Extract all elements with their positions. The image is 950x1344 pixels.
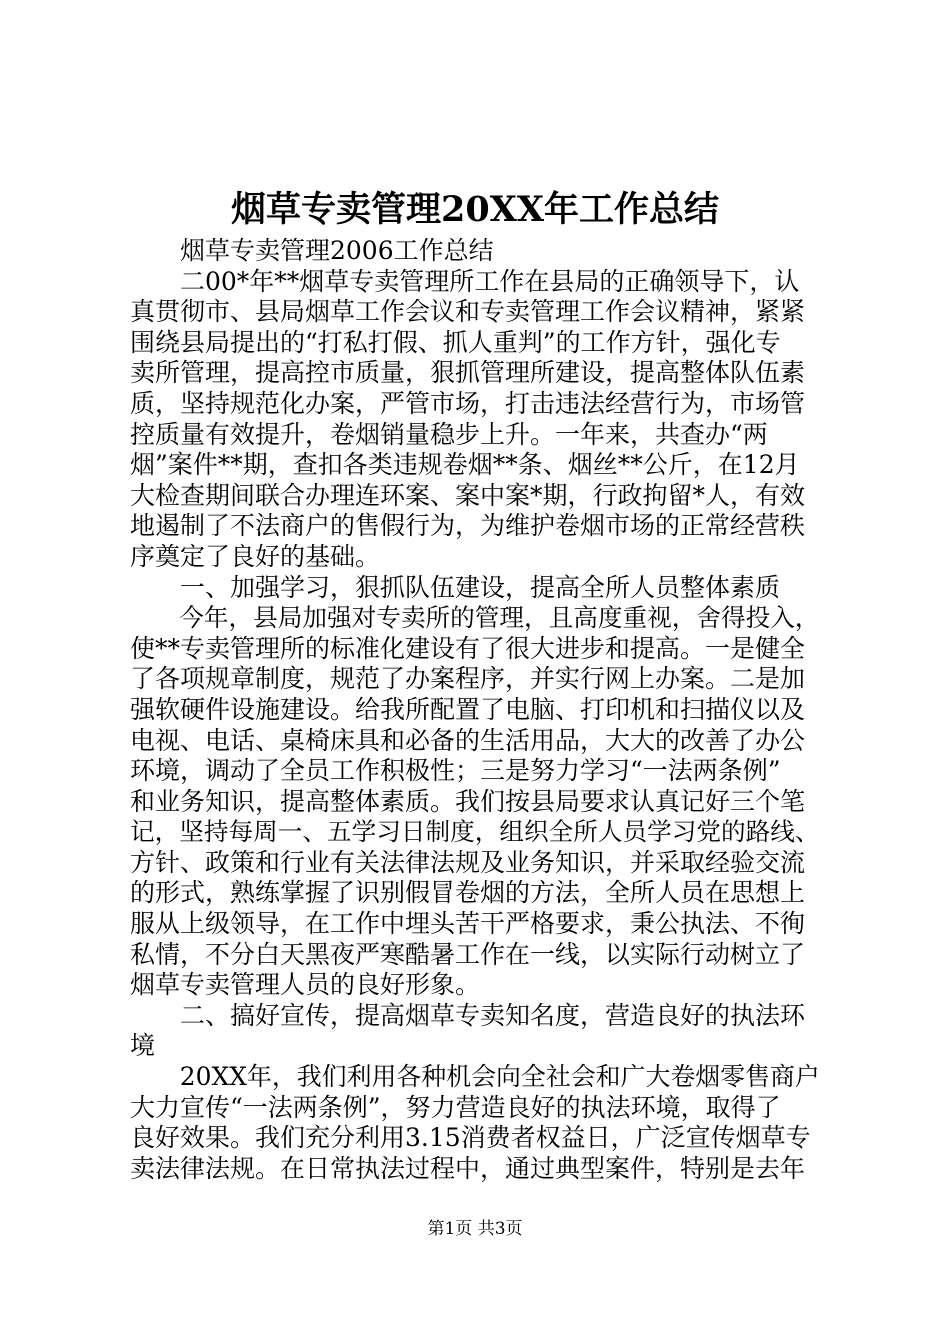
body-line: 真贯彻市、县局烟草工作会议和专卖管理工作会议精神，紧紧	[130, 297, 806, 327]
body-line: 良好效果。我们充分利用3.15消费者权益日，广泛宣传烟草专	[130, 1123, 811, 1153]
page-footer: 第1页 共3页	[427, 1219, 523, 1239]
body-line: 序奠定了良好的基础。	[130, 541, 381, 571]
body-line: 大力宣传“一法两条例”，努力营造良好的执法环境，取得了	[130, 1092, 781, 1122]
body-line: 境	[130, 1031, 156, 1061]
body-line: 烟草专卖管理2006工作总结	[130, 236, 494, 265]
body-line: 20XX年，我们利用各种机会向全社会和广大卷烟零售商户	[130, 1062, 820, 1092]
body-line: 烟草专卖管理人员的良好形象。	[130, 970, 481, 1000]
body-line: 强软硬件设施建设。给我所配置了电脑、打印机和扫描仪以及	[130, 694, 806, 724]
body-line: 二00*年**烟草专卖管理所工作在县局的正确领导下，认	[130, 266, 800, 296]
document-title: 烟草专卖管理20XX年工作总结	[230, 189, 720, 230]
body-line: 的形式，熟练掌握了识别假冒卷烟的方法，全所人员在思想上	[130, 878, 806, 908]
body-line: 二、搞好宣传，提高烟草专卖知名度，营造良好的执法环	[130, 1000, 806, 1030]
body-line: 方针、政策和行业有关法律法规及业务知识，并采取经验交流	[130, 847, 806, 877]
body-line: 卖所管理，提高控市质量，狠抓管理所建设，提高整体队伍素	[130, 358, 806, 388]
body-line: 使**专卖管理所的标准化建设有了很大进步和提高。一是健全	[130, 633, 806, 663]
body-line: 和业务知识，提高整体素质。我们按县局要求认真记好三个笔	[130, 786, 806, 816]
body-line: 卖法律法规。在日常执法过程中，通过典型案件，特别是去年	[130, 1153, 806, 1183]
body-line: 一、加强学习，狠抓队伍建设，提高全所人员整体素质	[130, 572, 781, 602]
body-line: 今年，县局加强对专卖所的管理，且高度重视，舍得投入，	[130, 603, 820, 633]
body-line: 质，坚持规范化办案，严管市场，打击违法经营行为，市场管	[130, 388, 806, 418]
body-line: 围绕县局提出的“打私打假、抓人重判”的工作方针，强化专	[130, 327, 781, 357]
body-line: 记，坚持每周一、五学习日制度，组织全所人员学习党的路线、	[130, 817, 820, 847]
body-line: 服从上级领导，在工作中埋头苦干严格要求，秉公执法、不徇	[130, 909, 806, 939]
body-line: 烟”案件**期，查扣各类违规卷烟**条、烟丝**公斤，在12月	[130, 450, 800, 480]
body-line: 了各项规章制度，规范了办案程序，并实行网上办案。二是加	[130, 664, 806, 694]
body-line: 电视、电话、桌椅床具和必备的生活用品，大大的改善了办公	[130, 725, 806, 755]
body-line: 私情，不分白天黑夜严寒酷暑工作在一线，以实际行动树立了	[130, 939, 806, 969]
body-line: 控质量有效提升，卷烟销量稳步上升。一年来，共查办“两	[130, 419, 768, 449]
body-line: 环境，调动了全员工作积极性；三是努力学习“一法两条例”	[130, 756, 781, 786]
body-line: 大检查期间联合办理连环案、案中案*期，行政拘留*人，有效	[130, 480, 806, 510]
body-line: 地遏制了不法商户的售假行为，为维护卷烟市场的正常经营秩	[130, 511, 806, 541]
document-body	[130, 236, 820, 1184]
